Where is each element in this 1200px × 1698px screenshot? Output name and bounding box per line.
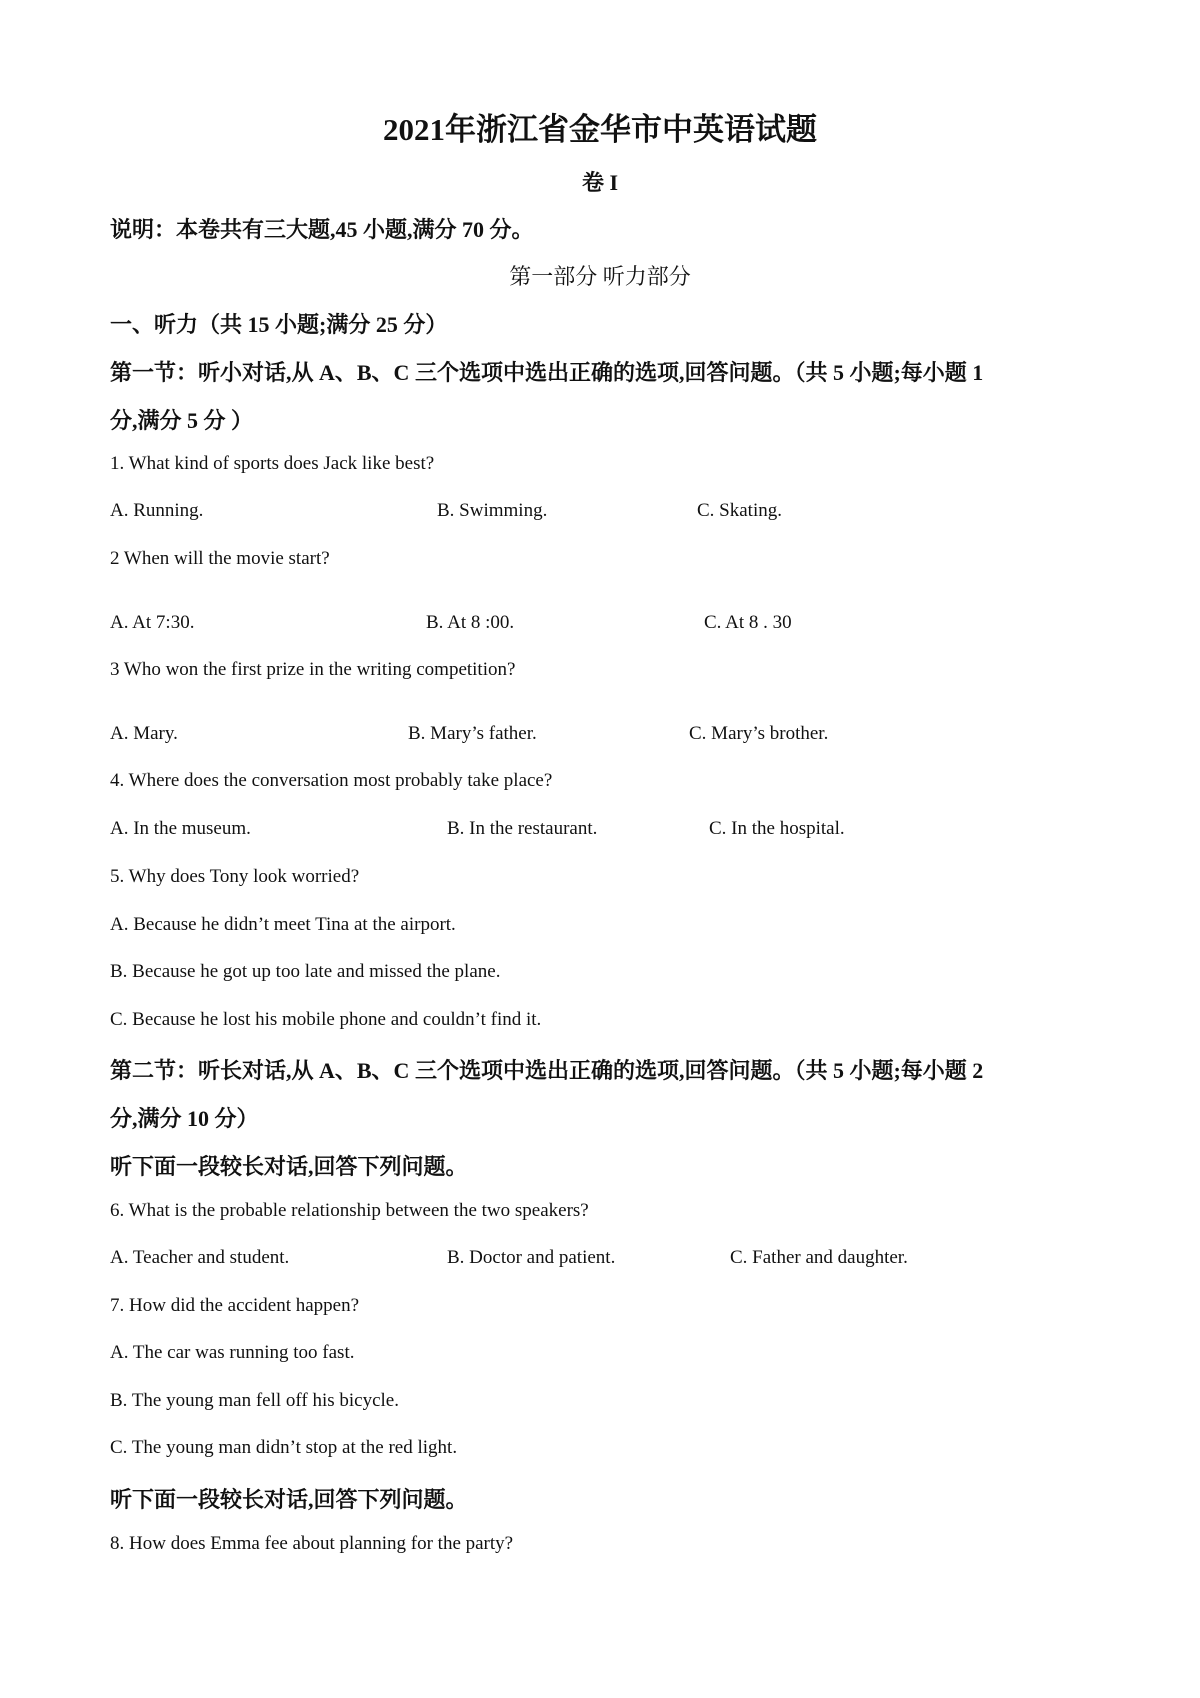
page-title: 2021年浙江省金华市中英语试题	[383, 112, 817, 147]
option-3b: B. Mary’s father.	[408, 723, 537, 744]
option-6b: B. Doctor and patient.	[447, 1247, 616, 1268]
question-1: 1. What kind of sports does Jack like best?	[110, 453, 435, 474]
option-7c: C. The young man didn’t stop at the red light.	[110, 1437, 458, 1458]
option-5b: B. Because he got up too late and missed the plane.	[110, 961, 501, 982]
option-1b: B. Swimming.	[437, 500, 548, 521]
option-5c: C. Because he lost his mobile phone and couldn’t find it.	[110, 1009, 542, 1030]
option-2b: B. At 8 :00.	[426, 612, 515, 633]
option-2c: C. At 8 . 30	[704, 612, 792, 633]
subsection-one-line2: 分,满分 5 分 ）	[110, 408, 254, 433]
listen-instruction-2: 听下面一段较长对话,回答下列问题。	[110, 1487, 468, 1512]
option-7b: B. The young man fell off his bicycle.	[110, 1390, 399, 1411]
question-6: 6. What is the probable relationship between the two speakers?	[110, 1200, 589, 1221]
question-2: 2 When will the movie start?	[110, 548, 330, 569]
option-4c: C. In the hospital.	[709, 818, 845, 839]
subsection-two-line2: 分,满分 10 分）	[110, 1106, 259, 1131]
listen-instruction-1: 听下面一段较长对话,回答下列问题。	[110, 1154, 468, 1179]
question-4: 4. Where does the conversation most probably take place?	[110, 770, 553, 791]
question-3: 3 Who won the first prize in the writing competition?	[110, 659, 516, 680]
subsection-one-line1: 第一节：听小对话,从 A、B、C 三个选项中选出正确的选项,回答问题。（共 5 小题;每小题 1	[110, 360, 984, 385]
instructions: 说明：本卷共有三大题,45 小题,满分 70 分。	[110, 217, 534, 242]
part-one-title: 第一部分 听力部分	[509, 264, 691, 289]
option-3a: A. Mary.	[110, 723, 178, 744]
question-5: 5. Why does Tony look worried?	[110, 866, 360, 887]
question-8: 8. How does Emma fee about planning for the party?	[110, 1533, 514, 1554]
option-4b: B. In the restaurant.	[447, 818, 598, 839]
option-5a: A. Because he didn’t meet Tina at the airport.	[110, 914, 456, 935]
volume-label: 卷 I	[581, 170, 619, 195]
option-1a: A. Running.	[110, 500, 204, 521]
section-one-header: 一、听力（共 15 小题;满分 25 分）	[110, 312, 448, 337]
question-7: 7. How did the accident happen?	[110, 1295, 360, 1316]
subsection-two-line1: 第二节：听长对话,从 A、B、C 三个选项中选出正确的选项,回答问题。（共 5 小题;每小题 2	[110, 1058, 984, 1083]
option-1c: C. Skating.	[697, 500, 782, 521]
option-2a: A. At 7:30.	[110, 612, 195, 633]
option-6c: C. Father and daughter.	[730, 1247, 908, 1268]
option-7a: A. The car was running too fast.	[110, 1342, 355, 1363]
option-4a: A. In the museum.	[110, 818, 251, 839]
option-6a: A. Teacher and student.	[110, 1247, 290, 1268]
option-3c: C. Mary’s brother.	[689, 723, 829, 744]
